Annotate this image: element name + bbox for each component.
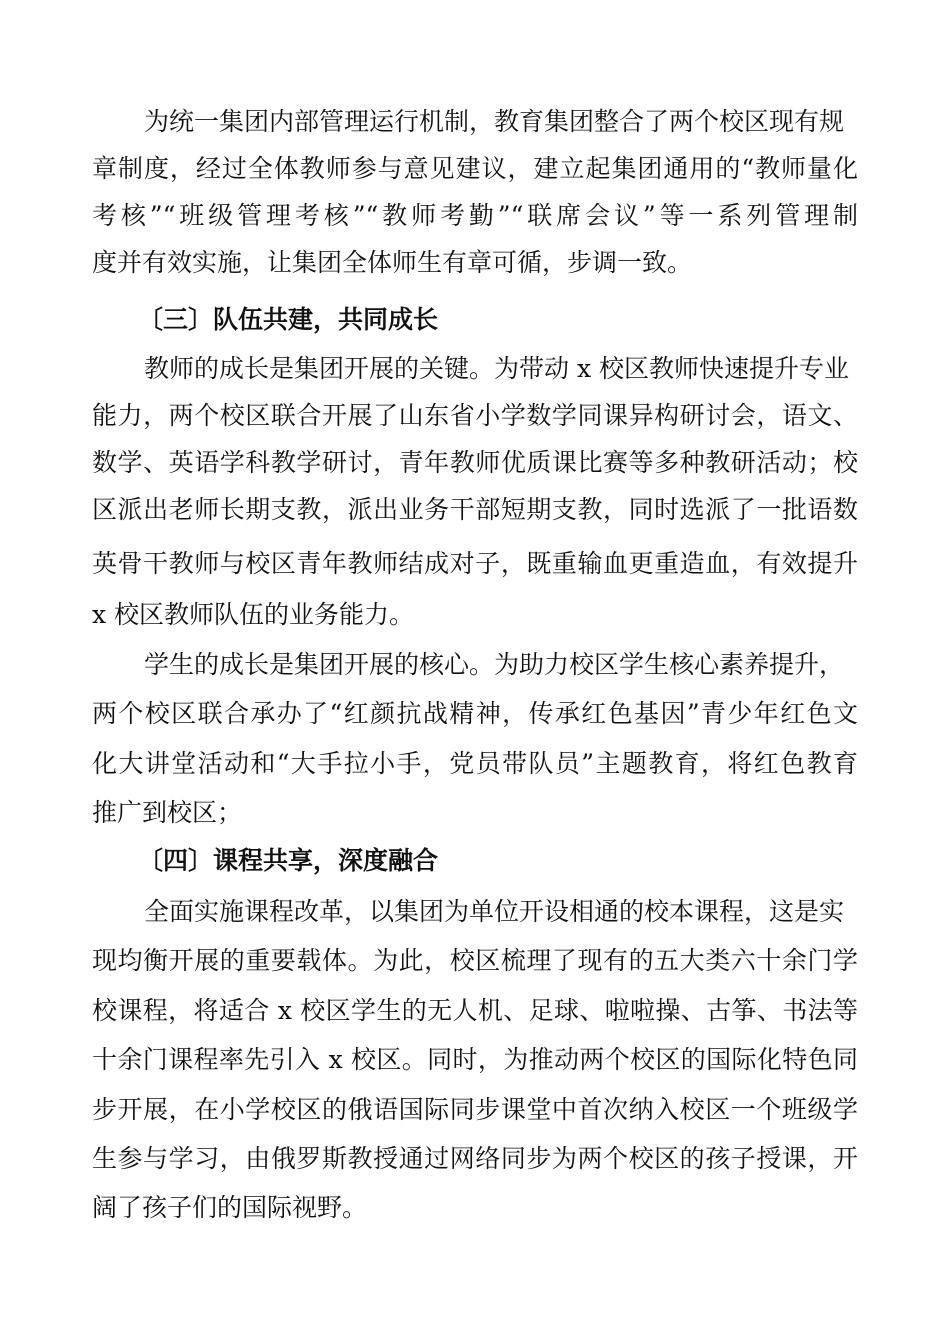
text-line: 考核”“班级管理考核”“教师考勤”“联席会议”等一系列管理制 bbox=[92, 201, 858, 230]
text-line: 英骨干教师与校区青年教师结成对子，既重输血更重造血，有效提升 bbox=[92, 549, 858, 578]
text-line: 全面实施课程改革，以集团为单位开设相通的校本课程，这是实 bbox=[144, 897, 845, 926]
section-heading-team: 〔三〕队伍共建，共同成长 bbox=[138, 305, 439, 334]
text-line: 数学、英语学科教学研讨，青年教师优质课比赛等多种教研活动；校 bbox=[92, 448, 858, 477]
text-line: 推广到校区； bbox=[92, 798, 243, 827]
text-line: 阔了孩子们的国际视野。 bbox=[92, 1193, 368, 1222]
text-line: 现均衡开展的重要载体。为此，校区梳理了现有的五大类六十余门学 bbox=[92, 946, 858, 975]
text-line: 为统一集团内部管理运行机制，教育集团整合了两个校区现有规 bbox=[144, 107, 845, 136]
text-line: x 校区教师队伍的业务能力。 bbox=[92, 600, 415, 629]
text-line: 生参与学习，由俄罗斯教授通过网络同步为两个校区的孩子授课，开 bbox=[92, 1144, 858, 1173]
text-line: 度并有效实施，让集团全体师生有章可循，步调一致。 bbox=[92, 248, 693, 277]
text-line: 章制度，经过全体教师参与意见建议，建立起集团通用的“教师量化 bbox=[92, 154, 858, 183]
text-line: 教师的成长是集团开展的关键。为带动 x 校区教师快速提升专业 bbox=[144, 354, 849, 383]
text-line: 校课程，将适合 x 校区学生的无人机、足球、啦啦操、古筝、书法等 bbox=[92, 996, 858, 1025]
section-heading-curriculum: 〔四〕课程共享，深度融合 bbox=[138, 846, 439, 875]
text-line: 化大讲堂活动和“大手拉小手，党员带队员”主题教育，将红色教育 bbox=[92, 749, 858, 778]
text-line: 区派出老师长期支教，派出业务干部短期支教，同时选派了一批语数 bbox=[92, 495, 858, 524]
text-line: 十余门课程率先引入 x 校区。同时，为推动两个校区的国际化特色同 bbox=[92, 1045, 858, 1074]
text-line: 学生的成长是集团开展的核心。为助力校区学生核心素养提升， bbox=[144, 650, 845, 679]
text-line: 步开展，在小学校区的俄语国际同步课堂中首次纳入校区一个班级学 bbox=[92, 1095, 858, 1124]
text-line: 两个校区联合承办了“红颜抗战精神，传承红色基因”青少年红色文 bbox=[92, 699, 858, 728]
text-line: 能力，两个校区联合开展了山东省小学数学同课异构研讨会，语文、 bbox=[92, 401, 858, 430]
